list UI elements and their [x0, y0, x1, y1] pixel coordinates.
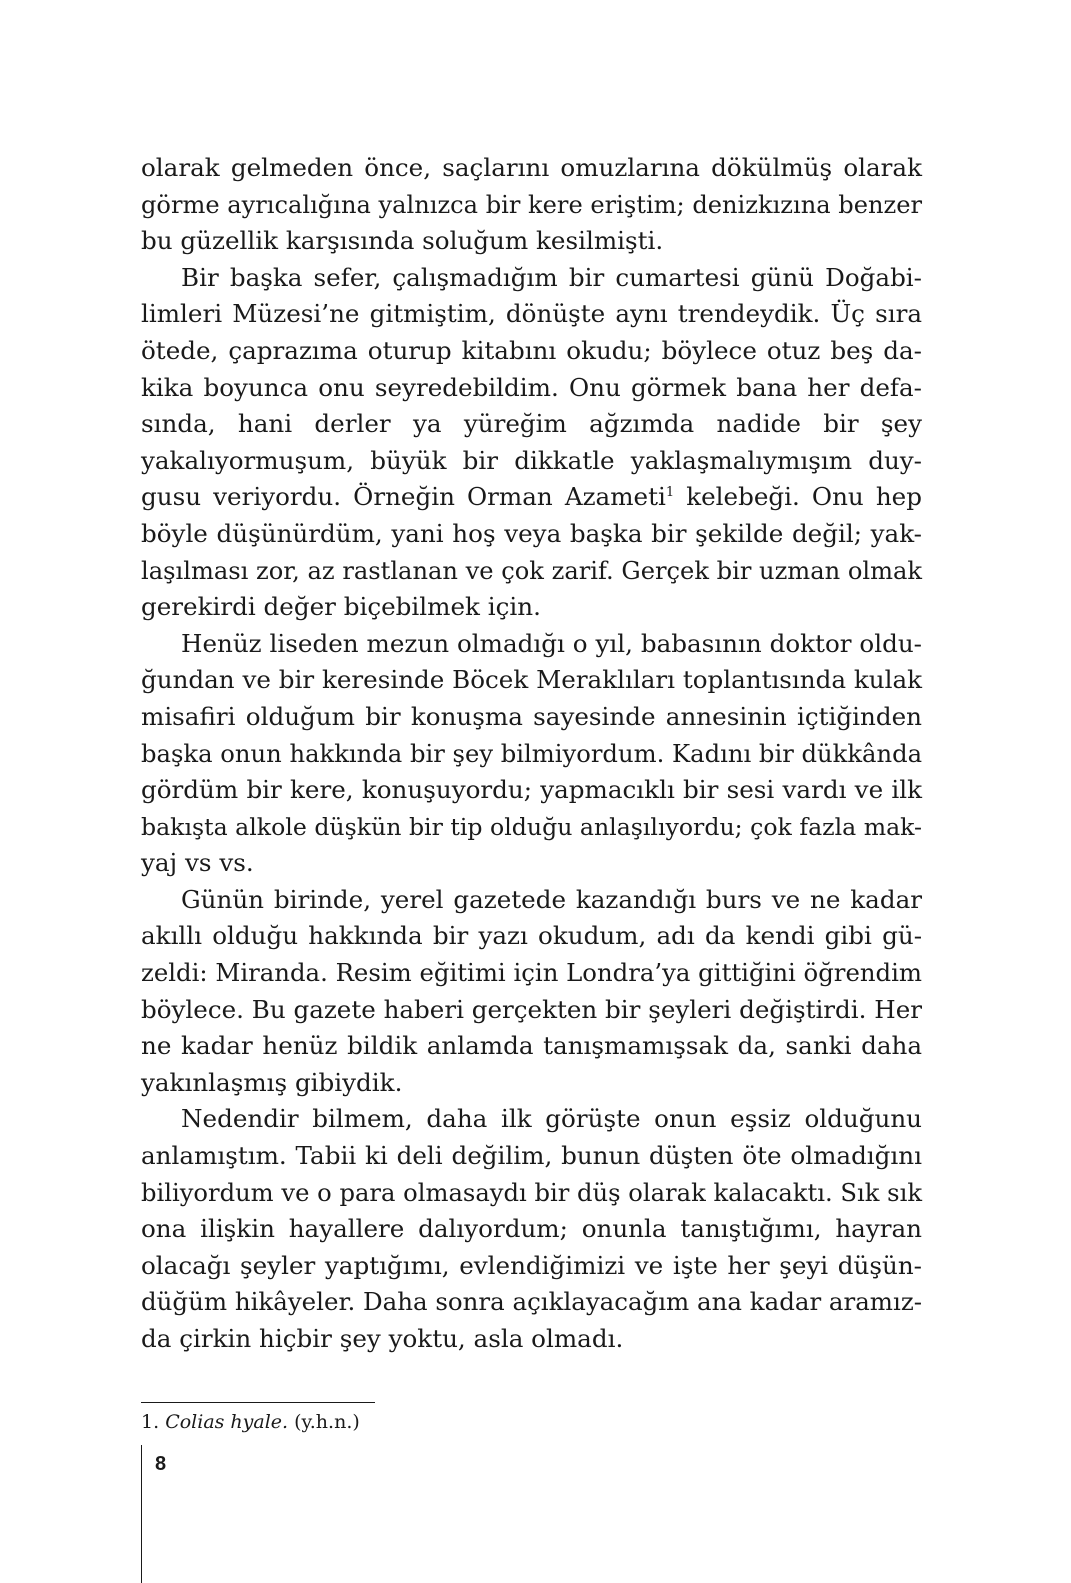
text-line — [141, 809, 922, 846]
line-text: gerekirdi değer biçebilmek için. — [141, 592, 541, 622]
text-line — [141, 333, 922, 370]
footnote-number: 1. — [141, 1411, 160, 1433]
line-text-continued: kelebeği. Onu hep — [674, 482, 922, 512]
line-text: gördüm bir kere, konuşuyordu; yapmacıklı bir sesi vardı ve ilk — [141, 775, 922, 805]
text-line — [141, 955, 922, 992]
line-text: laşılması zor, az rastlanan ve çok zarif. Gerçek bir uzman olmak — [141, 556, 922, 585]
line-text: sında, hani derler ya yüreğim ağzımda nadide bir şey — [141, 409, 922, 439]
text-line — [141, 150, 922, 187]
line-text: yakınlaşmış gibiydik. — [141, 1067, 403, 1097]
text-line — [141, 918, 922, 955]
line-text: gusu veriyordu. Örneğin Orman Azameti — [141, 482, 666, 512]
text-line — [141, 882, 922, 919]
text-line — [141, 553, 922, 590]
text-line — [141, 443, 922, 480]
text-line — [141, 1101, 922, 1138]
line-text: biliyordum ve o para olmasaydı bir düş olarak kalacaktı. Sık sık — [141, 1178, 922, 1207]
text-line — [141, 1138, 922, 1175]
line-text: limleri Müzesi’ne gitmiştim, dönüşte aynı trendeydik. Üç sıra — [141, 299, 922, 329]
text-line — [141, 406, 922, 443]
footnote-divider — [141, 1402, 375, 1403]
text-line — [141, 260, 922, 297]
line-text: bakışta alkole düşkün bir tip olduğu anlaşılıyordu; çok fazla mak- — [141, 812, 922, 841]
body-text — [141, 150, 922, 1358]
text-line — [141, 1175, 922, 1212]
line-text: başka onun hakkında bir şey bilmiyordum. Kadını bir dükkânda — [141, 738, 923, 768]
text-line — [141, 699, 922, 736]
text-line — [141, 1028, 922, 1065]
text-line — [141, 845, 922, 882]
footnote-note: (y.h.n.) — [294, 1411, 360, 1433]
line-text: Henüz liseden mezun olmadığı o yıl, babasının doktor oldu- — [181, 628, 922, 658]
line-text: olacağı şeyler yaptığımı, evlendiğimizi ve işte her şeyi düşün- — [141, 1250, 922, 1280]
text-line — [141, 516, 922, 553]
text-line — [141, 589, 922, 626]
text-line — [141, 1248, 922, 1285]
text-line — [141, 992, 922, 1029]
footnote-species: Colias hyale. — [165, 1411, 289, 1433]
line-text: ötede, çaprazıma oturup kitabını okudu; böylece otuz beş da- — [141, 335, 922, 365]
text-line — [141, 1321, 922, 1358]
text-line — [141, 1065, 922, 1102]
text-line — [141, 626, 922, 663]
text-line — [141, 296, 922, 333]
line-text: anlamıştım. Tabii ki deli değilim, bunun düşten öte olmadığını — [141, 1141, 922, 1171]
line-text: ona ilişkin hayallere dalıyordum; onunla tanıştığımı, hayran — [141, 1214, 922, 1244]
text-line — [141, 479, 922, 516]
line-text: ğundan ve bir keresinde Böcek Meraklıları toplantısında kulak — [141, 665, 922, 695]
text-line — [141, 662, 922, 699]
line-text: bu güzellik karşısında soluğum kesilmişti. — [141, 226, 664, 256]
line-text: böylece. Bu gazete haberi gerçekten bir şeyleri değiştirdi. Her — [141, 994, 923, 1024]
footnote — [141, 1408, 360, 1436]
line-text: böyle düşünürdüm, yani hoş veya başka bir şekilde değil; yak- — [141, 518, 922, 548]
line-text: yaj vs vs. — [141, 848, 254, 878]
line-text: olarak gelmeden önce, saçlarını omuzlarına dökülmüş olarak — [141, 153, 922, 182]
line-text: Günün birinde, yerel gazetede kazandığı burs ve ne kadar — [181, 884, 922, 914]
line-text: kika boyunca onu seyredebildim. Onu görmek bana her defa- — [141, 372, 922, 402]
line-text: misafiri olduğum bir konuşma sayesinde annesinin içtiğinden — [141, 701, 922, 731]
line-text: zeldi: Miranda. Resim eğitimi için Londra’ya gittiğini öğrendim — [141, 958, 923, 988]
text-line — [141, 736, 922, 773]
line-text: Bir başka sefer, çalışmadığım bir cumartesi günü Doğabi- — [181, 262, 922, 292]
page-number-rule — [141, 1445, 142, 1583]
line-text: ne kadar henüz bildik anlamda tanışmamışsak da, sanki daha — [141, 1031, 922, 1061]
text-line — [141, 223, 922, 260]
text-line — [141, 370, 922, 407]
line-text: yakalıyormuşum, büyük bir dikkatle yaklaşmalıymışım duy- — [141, 445, 922, 475]
text-line — [141, 1284, 922, 1321]
text-line — [141, 772, 922, 809]
line-text: da çirkin hiçbir şey yoktu, asla olmadı. — [141, 1324, 624, 1353]
text-line — [141, 187, 922, 224]
line-text: akıllı olduğu hakkında bir yazı okudum, adı da kendi gibi gü- — [141, 921, 922, 951]
line-text: görme ayrıcalığına yalnızca bir kere eriştim; denizkızına benzer — [141, 190, 922, 219]
footnote-reference: 1 — [665, 485, 675, 501]
text-line — [141, 1211, 922, 1248]
line-text: düğüm hikâyeler. Daha sonra açıklayacağım ana kadar aramız- — [141, 1287, 922, 1317]
page-number: 8 — [155, 1453, 167, 1475]
line-text: Nedendir bilmem, daha ilk görüşte onun eşsiz olduğunu — [181, 1104, 922, 1134]
